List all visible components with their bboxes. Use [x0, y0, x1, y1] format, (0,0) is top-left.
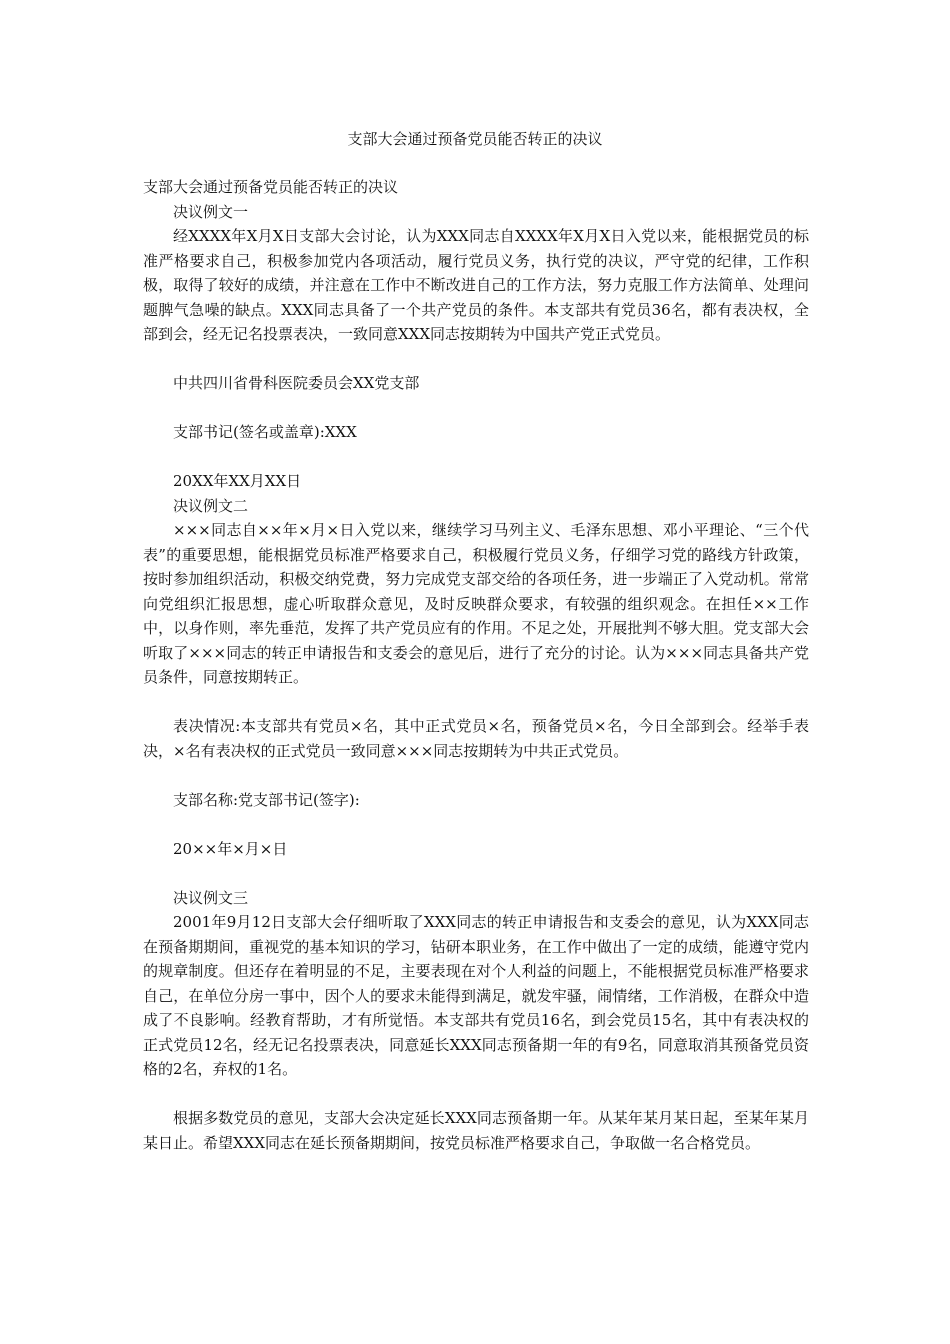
- example3-decision: 根据多数党员的意见，支部大会决定延长XXX同志预备期一年。从某年某月某日起，至某年某月某日止。希望XXX同志在延长预备期期间，按党员标准严格要求自己，争取做一名合格党员。: [143, 1109, 809, 1152]
- example1-signature: 支部书记(签名或盖章):XXX: [173, 423, 357, 441]
- spacer: [143, 861, 809, 886]
- example2-signature: 支部名称:党支部书记(签字):: [173, 790, 360, 809]
- spacer: [143, 396, 809, 421]
- spacer: [143, 347, 809, 372]
- spacer: [143, 763, 809, 788]
- document-body: [143, 175, 809, 1155]
- example1-organization: 中共四川省骨科医院委员会XX党支部: [173, 374, 420, 392]
- example2-body: ×××同志自××年×月×日入党以来，继续学习马列主义、毛泽东思想、邓小平理论、“三个代表”的重要思想，能根据党员标准严格要求自己，积极履行党员义务，仔细学习党的路线方针政策，按时参加组织活动，积极交纳党费，努力完成党支部交给的各项任务，进一步端正了入党动机。常常向党组织汇报思想，虚心听取群众意见，及时反映群众要求，有较强的组织观念。在担任××工作中，以身作则，率先垂范，发挥了共产党员应有的作用。不足之处，开展批判不够大胆。党支部大会听取了×××同志的转正申请报告和支委会的意见后，进行了充分的讨论。认为×××同志具备共产党员条件，同意按期转正。: [143, 521, 809, 686]
- example3-heading: 决议例文三: [173, 888, 249, 907]
- example1-date: 20XX年XX月XX日: [173, 472, 302, 490]
- spacer: [143, 1082, 809, 1107]
- spacer: [143, 445, 809, 470]
- spacer: [143, 690, 809, 715]
- example1-heading: 决议例文一: [173, 202, 249, 221]
- spacer: [143, 812, 809, 837]
- example2-date: 20××年×月×日: [173, 839, 288, 858]
- example3-body: 2001年9月12日支部大会仔细听取了XXX同志的转正申请报告和支委会的意见，认为XXX同志在预备期期间，重视党的基本知识的学习，钻研本职业务，在工作中做出了一定的成绩，能遵守党内的规章制度。但还存在着明显的不足，主要表现在对个人利益的问题上，不能根据党员标准严格要求自己，在单位分房一事中，因个人的要求未能得到满足，就发牢骚，闹情绪，工作消极，在群众中造成了不良影响。经教育帮助，才有所觉悟。本支部共有党员16名，到会党员15名，其中有表决权的正式党员12名，经无记名投票表决，同意延长XXX同志预备期一年的有9名，同意取消其预备党员资格的2名，弃权的1名。: [143, 913, 809, 1078]
- document-title: 支部大会通过预备党员能否转正的决议: [347, 130, 603, 148]
- example2-vote: 表决情况:本支部共有党员×名，其中正式党员×名，预备党员×名，今日全部到会。经举手表决，×名有表决权的正式党员一致同意×××同志按期转为中共正式党员。: [143, 717, 809, 760]
- example2-heading: 决议例文二: [173, 496, 249, 515]
- document-subtitle: 支部大会通过预备党员能否转正的决议: [143, 178, 399, 196]
- example1-body: 经XXXX年X月X日支部大会讨论，认为XXX同志自XXXX年X月X日入党以来，能根据党员的标准严格要求自己，积极参加党内各项活动，履行党员义务，执行党的决议，严守党的纪律，工作积极，取得了较好的成绩，并注意在工作中不断改进自己的工作方法，努力克服工作方法简单、处理问题脾气急噪的缺点。XXX同志具备了一个共产党员的条件。本支部共有党员36名，都有表决权，全部到会，经无记名投票表决，一致同意XXX同志按期转为中国共产党正式党员。: [143, 227, 809, 343]
